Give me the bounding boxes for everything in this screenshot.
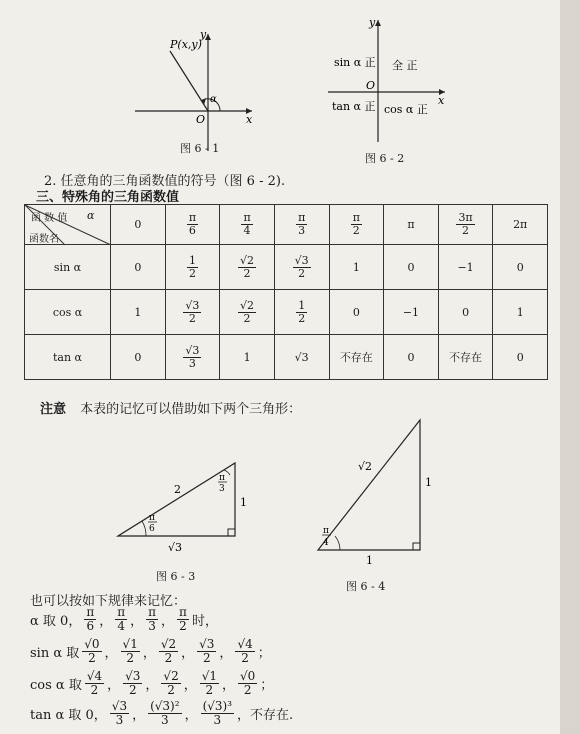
figure-6-4 <box>308 408 438 567</box>
rule-tail: ，不存在. <box>237 707 294 723</box>
angle-label: α <box>210 94 217 105</box>
caption-6-4: 图 6 - 4 <box>346 580 386 593</box>
caption-6-2: 图 6 - 2 <box>365 152 405 165</box>
rule-separator: ， <box>107 677 121 693</box>
rule-fraction: $\frac{\pi}{3}$ <box>148 605 157 633</box>
angle-value: $\frac{\pi}{2}$ <box>352 211 360 237</box>
point-label: P(x,y) <box>170 38 202 51</box>
cell-value: 0 <box>134 260 142 274</box>
quadrant-2-label: sin α 正 <box>334 56 376 69</box>
rule-fraction: $\frac{\text{(√3)²}}{3}$ <box>150 699 180 727</box>
side-label: 1 <box>240 496 247 509</box>
rule-separator: ， <box>222 677 236 693</box>
y-label: y <box>369 16 376 29</box>
angle-header <box>384 205 439 245</box>
angle-header <box>274 205 329 245</box>
rule-lead: cos α 取 <box>30 677 82 693</box>
rule-lead: α 取 0， <box>30 613 82 629</box>
rule-fraction: $\frac{√2}{2}$ <box>163 669 179 697</box>
cell-value: 0 <box>462 305 470 319</box>
table-cell <box>493 245 548 290</box>
angle-value: $\frac{\pi}{6}$ <box>188 211 197 237</box>
angle-value: π <box>407 218 415 231</box>
note-text: 本表的记忆可以借助如下两个三角形： <box>80 402 302 417</box>
left-angle-den: 4 <box>323 538 329 548</box>
table-cell <box>493 335 548 380</box>
table-row-cos <box>25 290 548 335</box>
cell-value: $\frac{√2}{2}$ <box>240 253 255 280</box>
rule-fraction: $\frac{√2}{2}$ <box>160 637 177 665</box>
left-angle-den: 6 <box>149 524 155 534</box>
rule-separator: ， <box>99 613 113 629</box>
rule-fraction: $\frac{√1}{2}$ <box>201 669 217 697</box>
angle-header <box>493 205 548 245</box>
cell-value: −1 <box>457 260 474 274</box>
angle-header <box>329 205 384 245</box>
rule-fraction: $\frac{\pi}{6}$ <box>86 605 95 633</box>
triangle-30-60-90 <box>118 463 235 536</box>
table-cell <box>329 290 384 335</box>
rule-line-alpha <box>30 606 218 632</box>
rule-fraction: $\frac{\pi}{4}$ <box>117 605 126 633</box>
rule-separator: ， <box>219 645 233 661</box>
rule-fraction: $\frac{√4}{2}$ <box>86 669 103 697</box>
x-label: x <box>246 113 253 126</box>
rule-line-cos <box>30 670 273 696</box>
table-cell <box>438 290 493 335</box>
cell-value: 0 <box>407 350 415 364</box>
rule-fraction: $\frac{√3}{2}$ <box>199 637 215 665</box>
rule-fraction: $\frac{√3}{2}$ <box>125 669 141 697</box>
figure-6-3 <box>110 448 260 558</box>
cell-value: 1 <box>516 305 524 319</box>
top-angle-num: π <box>219 473 225 483</box>
table-corner-cell <box>25 205 111 245</box>
angle-value: $\frac{\pi}{3}$ <box>298 211 306 237</box>
rule-line-sin <box>30 638 271 664</box>
table-row-tan <box>25 335 548 380</box>
x-label: x <box>438 94 445 107</box>
figure-6-1 <box>130 26 260 156</box>
angle-header <box>165 205 220 245</box>
corner-alpha: α <box>87 209 95 222</box>
rule-fraction: $\frac{√0}{2}$ <box>240 669 256 697</box>
hypotenuse-label: 2 <box>174 483 181 496</box>
base-label: 1 <box>366 554 373 567</box>
table-cell <box>111 245 166 290</box>
table-cell <box>220 290 275 335</box>
cell-value: −1 <box>402 305 420 319</box>
table-cell <box>111 290 166 335</box>
quadrant-1-label: 全 正 <box>392 59 418 72</box>
rule-tail: ； <box>257 645 271 661</box>
angle-header <box>220 205 275 245</box>
rule-fraction: $\frac{√4}{2}$ <box>237 637 253 665</box>
rule-fraction: $\frac{\text{(√3)³}}{3}$ <box>202 699 233 727</box>
rule-fraction: $\frac{√1}{2}$ <box>122 637 138 665</box>
cell-value: $\frac{√3}{3}$ <box>185 343 200 370</box>
quadrant-4-label: cos α 正 <box>384 103 428 116</box>
caption-6-1: 图 6 - 1 <box>180 142 220 155</box>
section-3-heading: 三、特殊角的三角函数值 <box>36 190 180 205</box>
cell-value: 不存在 <box>449 351 483 364</box>
origin-label: O <box>196 113 206 126</box>
rule-separator: ， <box>142 645 156 661</box>
page-edge <box>560 0 580 734</box>
special-angle-table <box>24 204 548 380</box>
rule-separator: ， <box>130 613 144 629</box>
table-cell <box>165 290 220 335</box>
table-cell <box>274 245 329 290</box>
rule-fraction: $\frac{\pi}{2}$ <box>179 605 187 633</box>
angle-value: 2π <box>513 218 528 231</box>
function-name-cell: sin α <box>25 245 111 290</box>
note-line <box>40 398 301 417</box>
rule-fraction: $\frac{√3}{3}$ <box>111 699 128 727</box>
origin-label: O <box>366 79 376 92</box>
rule-separator: ， <box>145 677 159 693</box>
caption-6-3: 图 6 - 3 <box>156 570 196 583</box>
table-cell <box>329 335 384 380</box>
table-cell <box>274 290 329 335</box>
rule-fraction: $\frac{√0}{2}$ <box>84 637 100 665</box>
corner-value-label: 函 数 值 <box>31 213 68 224</box>
rule-lead: tan α 取 0， <box>30 707 107 723</box>
table-cell <box>165 245 220 290</box>
rule-tail: ； <box>260 677 274 693</box>
rule-intro: 也可以按如下规律来记忆： <box>30 594 187 609</box>
rule-separator: ， <box>184 707 198 723</box>
cell-value: $\frac{√3}{2}$ <box>294 253 309 280</box>
rule-lead: sin α 取 <box>30 645 80 661</box>
cell-value: 0 <box>516 260 524 274</box>
table-cell <box>274 335 329 380</box>
corner-name-label: 函数名 <box>29 234 59 245</box>
figure-6-2 <box>320 14 450 144</box>
quadrant-3-label: tan α 正 <box>332 100 376 113</box>
rule-separator: ， <box>161 613 175 629</box>
cell-value: 0 <box>352 305 360 319</box>
table-cell <box>329 245 384 290</box>
table-cell <box>111 335 166 380</box>
rule-line-tan <box>30 700 293 726</box>
table-header-row <box>25 205 548 245</box>
angle-value: $\frac{3\pi}{2}$ <box>458 211 473 237</box>
table-cell <box>438 335 493 380</box>
base-label: √3 <box>168 541 183 554</box>
rule-separator: ， <box>181 645 195 661</box>
cell-value: 1 <box>352 260 360 274</box>
table-cell <box>165 335 220 380</box>
y-label: y <box>200 28 207 41</box>
note-label: 注意 <box>40 402 67 417</box>
cell-value: $\frac{1}{2}$ <box>298 298 306 325</box>
cell-value: 不存在 <box>339 351 373 364</box>
table-cell <box>493 290 548 335</box>
left-angle-num: π <box>323 526 329 536</box>
table-cell <box>384 290 439 335</box>
cell-value: 1 <box>134 305 142 319</box>
table-row-sin <box>25 245 548 290</box>
triangle-45-45-90 <box>318 420 420 550</box>
cell-value: $\frac{1}{2}$ <box>188 253 196 280</box>
function-name-cell: cos α <box>25 290 111 335</box>
side-label: 1 <box>425 476 432 489</box>
item-2-text: 2. 任意角的三角函数值的符号（图 6 - 2). <box>44 174 286 189</box>
cell-value: $\frac{√3}{2}$ <box>185 298 200 325</box>
left-angle-num: π <box>149 513 155 523</box>
rule-separator: ， <box>104 645 118 661</box>
hypotenuse-label: √2 <box>358 460 373 473</box>
rule-tail: 时， <box>191 613 218 629</box>
cell-value: 0 <box>134 350 142 364</box>
function-name-cell: tan α <box>25 335 111 380</box>
table-cell <box>220 245 275 290</box>
rule-separator: ， <box>132 707 146 723</box>
cell-value: 0 <box>407 260 415 274</box>
angle-value: $\frac{\pi}{4}$ <box>243 211 251 237</box>
table-cell <box>220 335 275 380</box>
cell-value: √3 <box>294 350 309 364</box>
rule-separator: ， <box>183 677 197 693</box>
cell-value: $\frac{√2}{2}$ <box>240 298 255 325</box>
cell-value: 1 <box>243 350 251 364</box>
table-cell <box>384 245 439 290</box>
angle-header <box>111 205 166 245</box>
table-cell <box>384 335 439 380</box>
top-angle-den: 3 <box>219 484 225 494</box>
angle-value: 0 <box>134 218 142 231</box>
cell-value: 0 <box>516 350 524 364</box>
table-cell <box>438 245 493 290</box>
angle-header <box>438 205 493 245</box>
